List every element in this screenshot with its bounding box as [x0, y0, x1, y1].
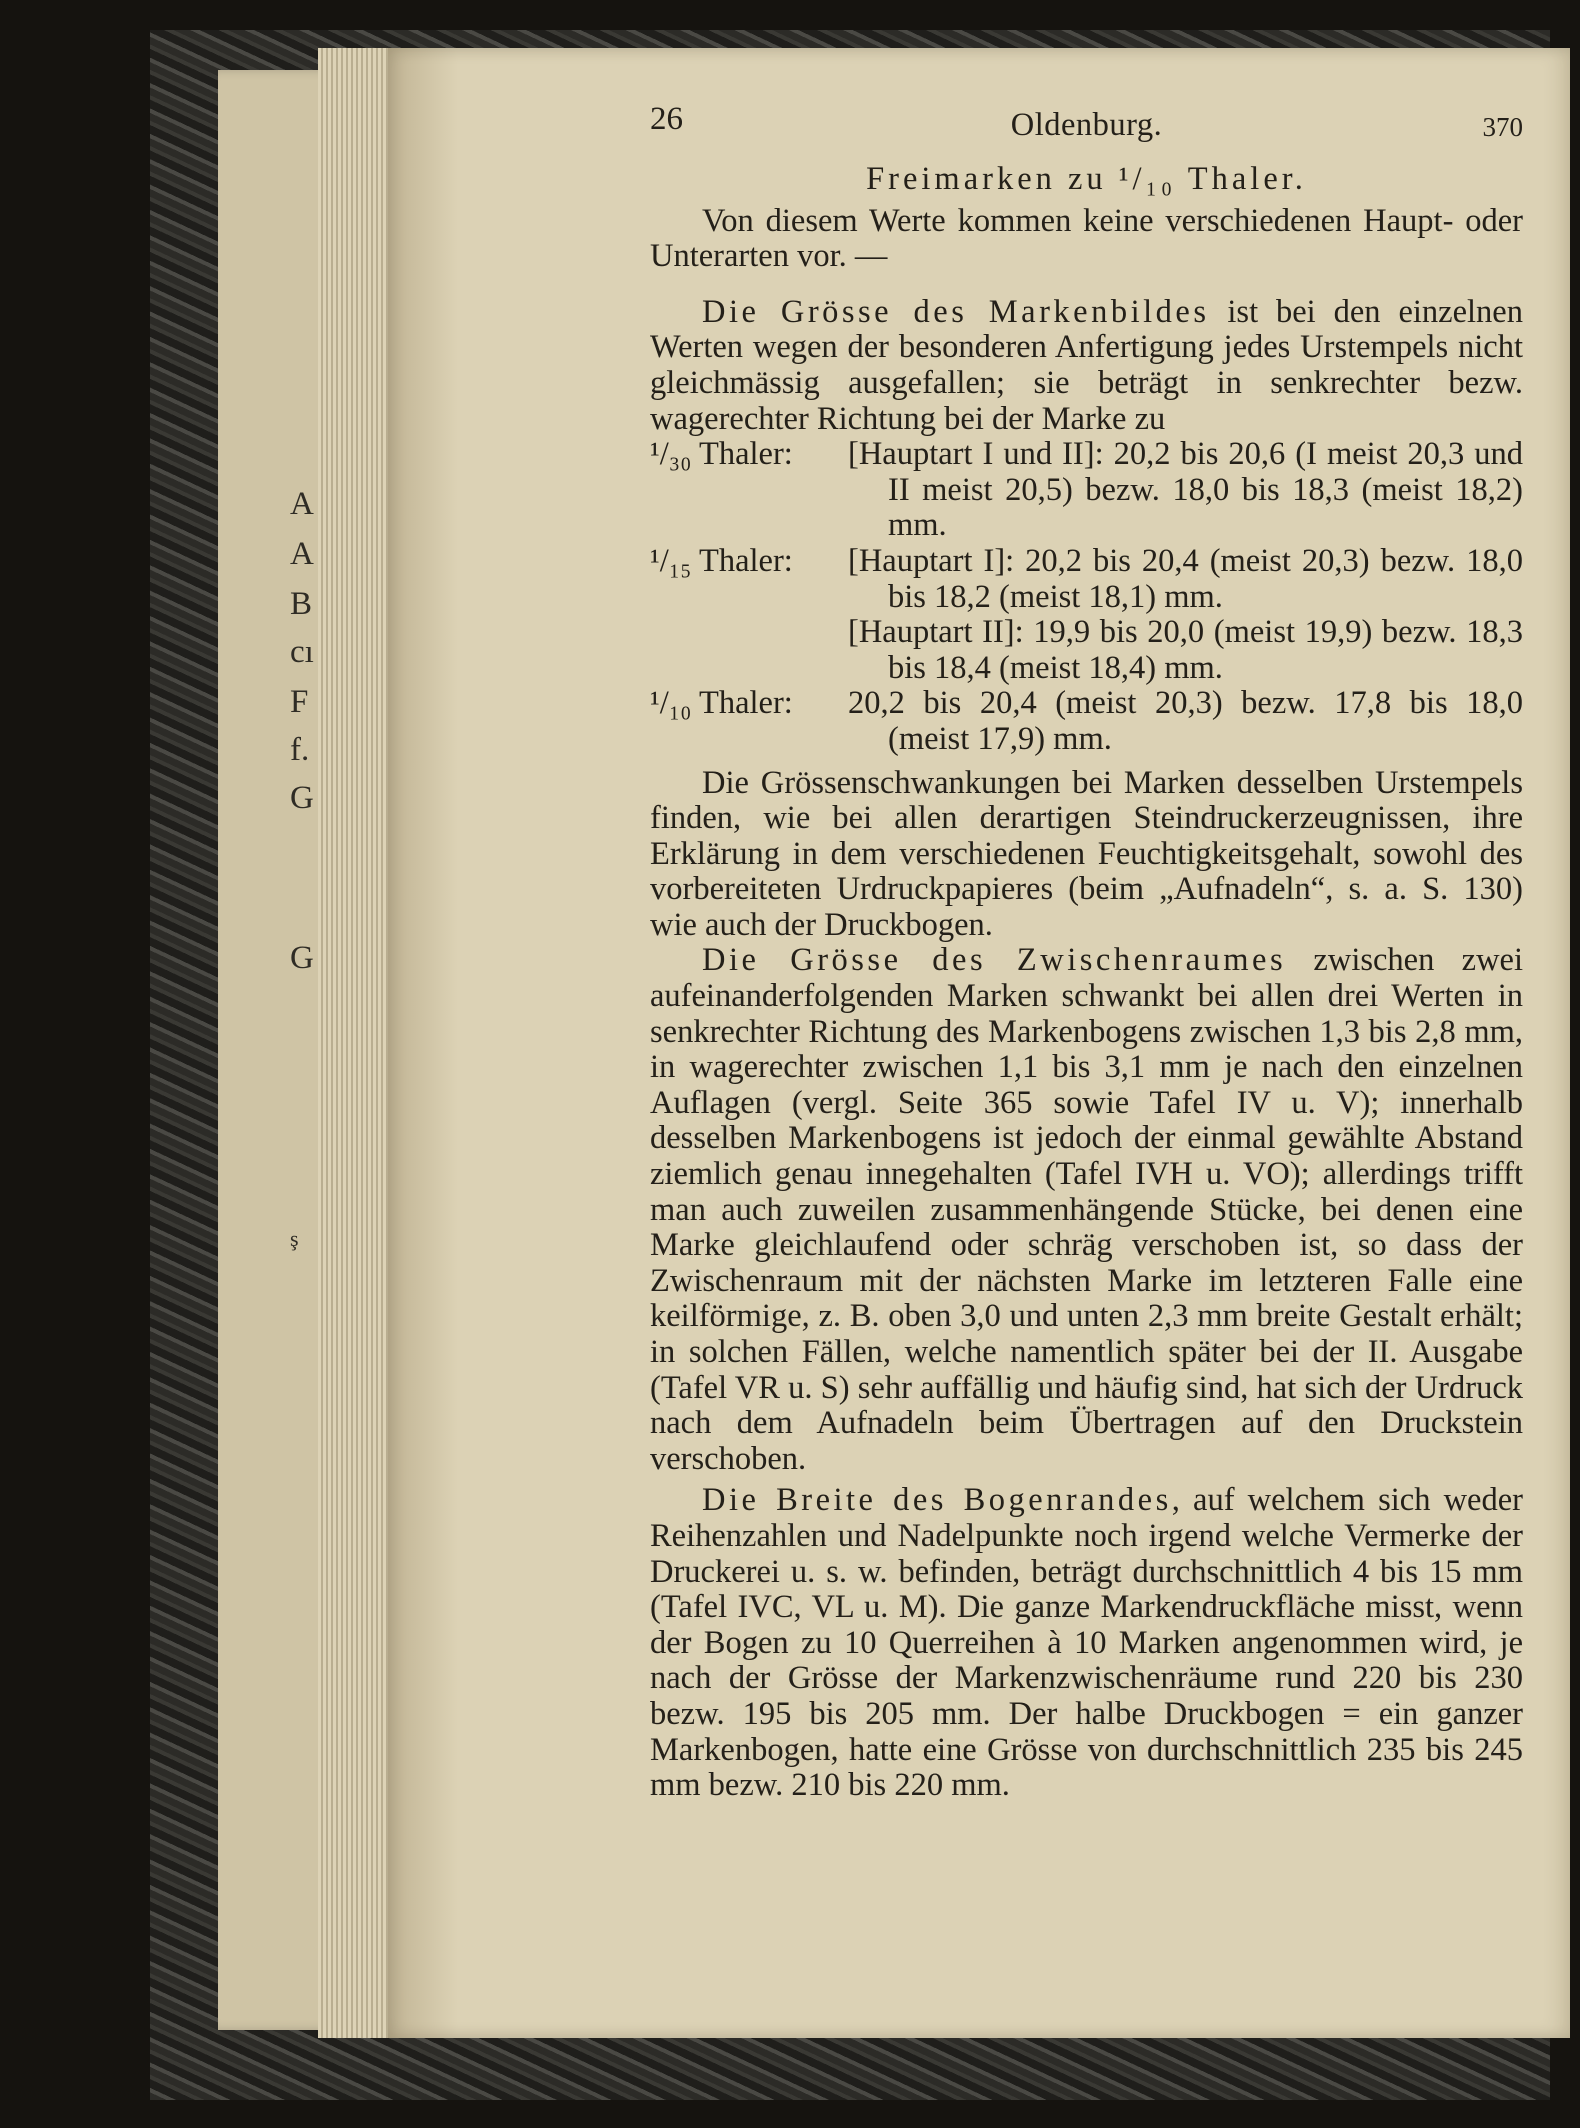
measurement-text: 20,2 bis 20,4 (meist 20,3) bezw. 17,8 bis 18,0 (meist 17,9) mm.	[848, 685, 1523, 757]
measurement-label: ¹/₁₅ Thaler:	[650, 542, 793, 579]
margin-letter: B	[290, 586, 313, 622]
measurement-row	[650, 686, 1523, 757]
measurement-label: ¹/₃₀ Thaler:	[650, 436, 793, 473]
page-header	[650, 102, 1523, 158]
intro-paragraph: Von diesem Werte kommen keine verschiedenen Haupt- oder Unterarten vor. —	[650, 202, 1523, 275]
measurement-row	[650, 437, 1523, 544]
margin-letter: ş	[290, 1226, 299, 1251]
margin-letter: A	[290, 486, 314, 522]
size-paragraph-text: ist bei den einzelnen Werten wegen der besonderen Anfertigung jedes Urstempels nicht gleichmässig ausgefallen; sie beträgt in senkrechter bezw. wagerechter Richtung bei der Marke zu	[650, 293, 1523, 437]
margin-letter: f.	[290, 732, 310, 768]
margin-letter: cı	[290, 634, 314, 670]
size-paragraph	[650, 295, 1523, 437]
measurement-text: [Hauptart II]: 19,9 bis 20,0 (meist 19,9) bezw. 18,3 bis 18,4 (meist 18,4) mm.	[848, 614, 1523, 686]
margin-letter: F	[290, 684, 309, 720]
measurement-row	[650, 544, 1523, 615]
measurement-label	[650, 615, 848, 686]
margin-paragraph-lead: Die Breite des Bogenrandes	[702, 1482, 1172, 1519]
page-text	[650, 102, 1523, 1804]
margin-paragraph-text: , auf welchem sich weder Reihenzahlen und Nadelpunkte noch irgend welche Vermerke der Druckerei u. s. w. befinden, beträgt durchschnittlich 4 bis 15 mm (Tafel IVC, VL u. M). Die ganze Markendruckfläche misst, wenn der Bogen zu 10 Querreihen à 10 Marken angenommen wird, je nach der Grösse der Markenzwischenräume rund 220 bis 230 bezw. 195 bis 205 mm. Der halbe Druckbogen = ein ganzer Markenbogen, hatte eine Grösse von durchschnittlich 235 bis 245 mm bezw. 210 bis 220 mm.	[650, 1482, 1523, 1804]
margin-letter: A	[290, 536, 314, 572]
spine-shadow	[388, 48, 458, 2038]
running-title: Oldenburg.	[1010, 107, 1163, 143]
gap-paragraph-text: zwischen zwei aufeinanderfolgenden Marken schwankt bei allen drei Werten in senkrechter Richtung des Markenbogens zwischen 1,3 bis 2,8 mm, in wagerechter zwischen 1,1 bis 3,1 mm je nach den einzelnen Auflagen (vergl. Seite 365 sowie Tafel IV u. V); innerhalb desselben Markenbogens ist jedoch der einmal gewählte Abstand ziemlich genau innegehalten (Tafel IVH u. VO); allerdings trifft man auch zuweilen zusammenhängende Stücke, bei denen eine Marke gleichlaufend oder schräg verschoben ist, so dass der Zwischenraum mit der nächsten Marke im letzteren Falle eine keilförmige, z. B. oben 3,0 und unten 2,3 mm breite Gestalt erhält; in solchen Fällen, welche namentlich später bei der II. Ausgabe (Tafel VR u. S) sehr auffällig und häufig sind, hat sich der Urdruck nach dem Aufnadeln beim Übertragen auf den Druckstein verschoben.	[650, 942, 1523, 1477]
measurement-text: [Hauptart I]: 20,2 bis 20,4 (meist 20,3) bezw. 18,0 bis 18,2 (meist 18,1) mm.	[848, 542, 1523, 615]
measurement-row	[650, 615, 1523, 686]
measurement-label: ¹/₁₀ Thaler:	[650, 685, 793, 722]
margin-letter: G	[290, 780, 314, 816]
measurement-text: [Hauptart I und II]: 20,2 bis 20,6 (I meist 20,3 und II meist 20,5) bezw. 18,0 bis 18,3 (meist 18,2) mm.	[848, 436, 1523, 544]
gap-paragraph-lead: Die Grösse des Zwischenraumes	[702, 942, 1287, 979]
page-number: 26	[650, 101, 683, 137]
sheet-number: 370	[1482, 112, 1523, 142]
size-paragraph-lead: Die Grösse des Markenbildes	[702, 293, 1210, 330]
margin-paragraph	[650, 1483, 1523, 1803]
page-edges	[318, 48, 398, 2038]
fluctuation-paragraph: Die Grössenschwankungen bei Marken desselben Urstempels finden, wie bei allen derartigen Steindruckerzeugnissen, ihre Erklärung in dem verschiedenen Feuchtigkeitsgehalt, sowohl des vorbereiteten Urdruckpapieres (beim „Aufnadeln“, s. a. S. 130) wie auch der Druckbogen.	[650, 764, 1523, 943]
gap-paragraph	[650, 943, 1523, 1477]
section-title: Freimarken zu ¹/₁₀ Thaler.	[866, 161, 1307, 197]
margin-letter: G	[290, 940, 314, 976]
book-page	[388, 48, 1570, 2038]
